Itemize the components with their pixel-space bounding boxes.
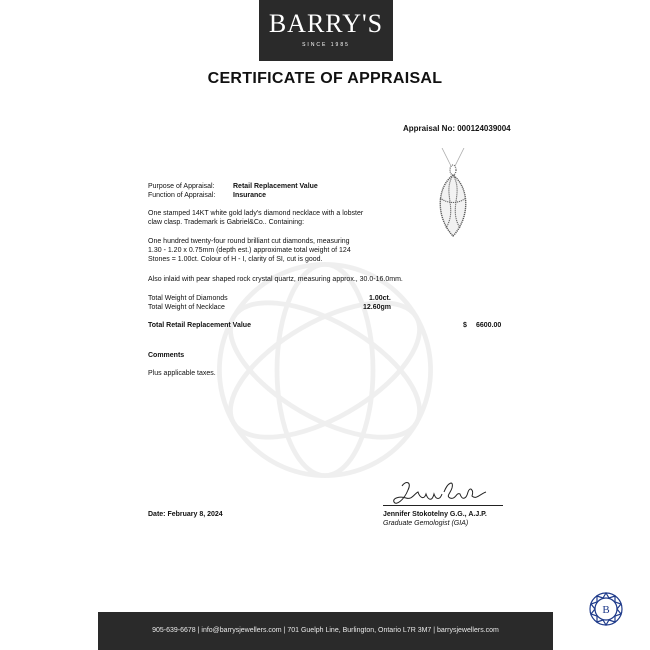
footer-contact-bar: 905-639-6678 | info@barrysjewellers.com | 701 Guelph Line, Burlington, Ontario L7R 3M7 | barrysjewellers.com — [98, 612, 553, 650]
necklace-weight-label: Total Weight of Necklace — [148, 304, 225, 311]
diamonds-weight-value: 1.00ct. — [369, 295, 391, 302]
brand-logo — [259, 0, 393, 61]
total-value: 6600.00 — [476, 322, 502, 329]
brand-badge-icon — [588, 591, 624, 627]
signature-line — [383, 505, 503, 506]
necklace-weight-value: 12.60gm — [363, 304, 392, 311]
description-line: 1.30 - 1.20 x 0.75mm (depth est.) approximate total weight of 124 — [148, 247, 351, 254]
description-line: One stamped 14KT white gold lady's diamond necklace with a lobster — [148, 210, 364, 217]
svg-text:B: B — [602, 604, 610, 616]
page-title: CERTIFICATE OF APPRAISAL — [207, 70, 443, 87]
function-label: Function of Appraisal: — [148, 192, 216, 199]
signature-image — [390, 478, 510, 512]
necklace-image — [428, 148, 478, 238]
purpose-value: Retail Replacement Value — [233, 183, 318, 190]
comments-heading: Comments — [148, 352, 185, 359]
appraisal-date: Date: February 8, 2024 — [148, 511, 223, 518]
watermark-logo-icon — [205, 250, 445, 490]
brand-name: BARRY'S — [268, 9, 384, 38]
appraisal-number: Appraisal No: 000124039004 — [403, 124, 511, 133]
purpose-label: Purpose of Appraisal: — [148, 183, 215, 190]
description-line: One hundred twenty-four round brilliant cut diamonds, measuring — [148, 238, 350, 245]
description-line: Also inlaid with pear shaped rock crystal quartz, measuring approx., 30.0-16.0mm. — [148, 276, 403, 283]
comments-text: Plus applicable taxes. — [148, 370, 216, 377]
brand-since: SINCE 1985 — [302, 42, 350, 48]
description-line: claw clasp. Trademark is Gabriel&Co.. Containing: — [148, 219, 305, 226]
diamonds-weight-label: Total Weight of Diamonds — [148, 295, 228, 302]
appraiser-name: Jennifer Stokotelny G.G., A.J.P. — [383, 511, 487, 518]
function-value: Insurance — [233, 192, 267, 199]
description-line: Stones = 1.00ct. Colour of H - I, clarity of SI, cut is good. — [148, 256, 323, 263]
appraiser-title: Graduate Gemologist (GIA) — [383, 520, 469, 527]
total-currency: $ — [463, 322, 467, 329]
total-label: Total Retail Replacement Value — [148, 322, 251, 329]
